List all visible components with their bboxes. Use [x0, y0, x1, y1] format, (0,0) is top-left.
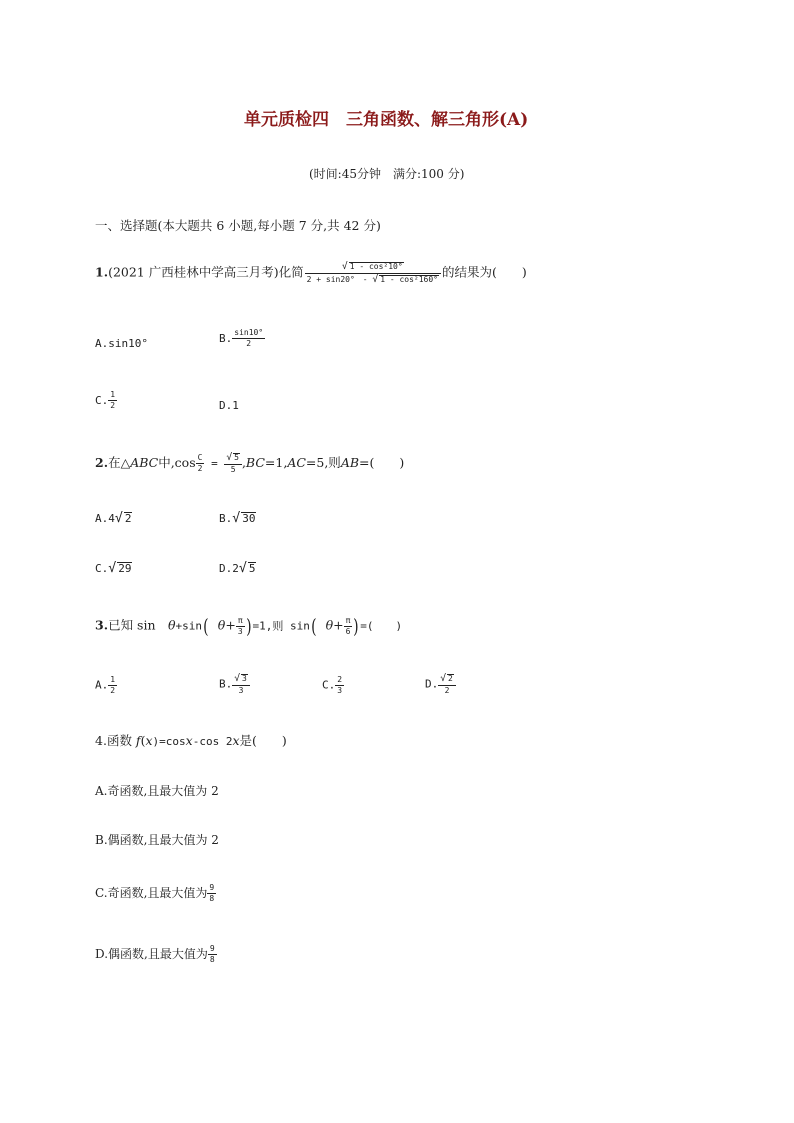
option-fraction: $\frac{9}{8}$ [209, 883, 215, 903]
option-d[interactable]: D.1 [219, 399, 239, 412]
sqrt-icon: √ [226, 452, 233, 463]
option-b[interactable]: B. $\frac{\sin 10^\circ}{2}$ [219, 328, 264, 348]
option-b[interactable]: B.√ 30 [219, 511, 256, 526]
option-c[interactable]: C.√ 29 [95, 561, 132, 576]
option-a[interactable]: A.4√ 2 [95, 511, 132, 526]
option-c[interactable]: C. $\frac{2}{3}$ [322, 675, 343, 695]
option-b[interactable]: B. $\frac{√ 3}{3}$ [219, 674, 250, 695]
question-number: 1. [95, 264, 109, 280]
question-source: (2021 广西桂林中学高三月考)化简 [108, 264, 304, 280]
question-2: 2.在△ABC中,cos $\frac{C}{2}$ = $\frac{√ 5}{5}$ ,BC=1,AC=5,则AB=( ) [95, 452, 405, 474]
cos-fraction: $\frac{C}{2}$ [197, 452, 203, 473]
section-heading: 一、选择题(本大题共 6 小题,每小题 7 分,共 42 分) [95, 218, 381, 233]
left-paren: ( [203, 614, 209, 638]
option-d[interactable]: D.偶函数,且最大值为 $\frac{9}{8}$ [95, 944, 215, 964]
question-suffix: 的结果为( ) [442, 264, 527, 280]
question-4: 4.函数 f(x)=cosx-cos 2x是( ) [95, 733, 287, 748]
question-number: 4. [95, 733, 107, 748]
option-fraction: $\frac{1}{2}$ [110, 675, 116, 695]
option-a[interactable]: A.sin10° [95, 337, 148, 350]
question-1 [95, 262, 527, 284]
question-number: 2. [95, 454, 109, 470]
option-fraction: $\frac{\sin 10^\circ}{2}$ [234, 328, 264, 348]
option-a[interactable]: A.奇函数,且最大值为 2 [95, 784, 219, 798]
expression-fraction [305, 262, 441, 284]
fraction-denominator: 2 + sin20° - √ 1 - cos²160° [305, 273, 441, 285]
sqrt-icon: √ [114, 511, 123, 526]
option-a[interactable]: A. $\frac{1}{2}$ [95, 675, 116, 695]
pi-fraction: $\frac{\pi}{3}$ [237, 615, 243, 636]
fraction-numerator: √ 1 - cos²10° [341, 261, 403, 272]
sqrt-icon: √ [238, 561, 247, 576]
sqrt-icon: √ [232, 511, 241, 526]
option-fraction: $\frac{2}{3}$ [337, 675, 343, 695]
option-d[interactable]: D.2√ 5 [219, 561, 256, 576]
option-b[interactable]: B.偶函数,且最大值为 2 [95, 833, 219, 847]
option-c[interactable]: C. $\frac{1}{2}$ [95, 390, 116, 410]
option-c[interactable]: C.奇函数,且最大值为 $\frac{9}{8}$ [95, 883, 215, 903]
option-fraction: $\frac{9}{8}$ [209, 944, 215, 964]
sqrt-icon: √ [372, 273, 379, 285]
sqrt-icon: √ [440, 673, 447, 684]
value-fraction: $\frac{√ 5}{5}$ [224, 453, 242, 474]
exam-meta: (时间:45分钟 满分:100 分) [309, 167, 465, 181]
right-paren: ) [245, 614, 252, 638]
left-paren: ( [310, 614, 317, 638]
sqrt-icon: √ [234, 673, 241, 684]
sqrt-icon: √ [341, 261, 348, 272]
sqrt-icon: √ [108, 561, 117, 576]
option-fraction: $\frac{√ 2}{2}$ [438, 674, 456, 695]
option-fraction: $\frac{1}{2}$ [110, 390, 116, 410]
pi-fraction: $\frac{\pi}{6}$ [345, 615, 351, 636]
option-d[interactable]: D. $\frac{√ 2}{2}$ [425, 674, 456, 695]
question-number: 3. [95, 617, 109, 633]
page-title: 单元质检四 三角函数、解三角形(A) [244, 110, 529, 130]
question-3: 3.已知 sin θ+sin( θ+ $\frac{\pi}{3}$ )=1,则 sin( θ+ $\frac{\pi}{6}$ )=( ) [95, 614, 403, 638]
right-paren: ) [353, 614, 360, 638]
option-fraction: $\frac{√ 3}{3}$ [232, 674, 250, 695]
